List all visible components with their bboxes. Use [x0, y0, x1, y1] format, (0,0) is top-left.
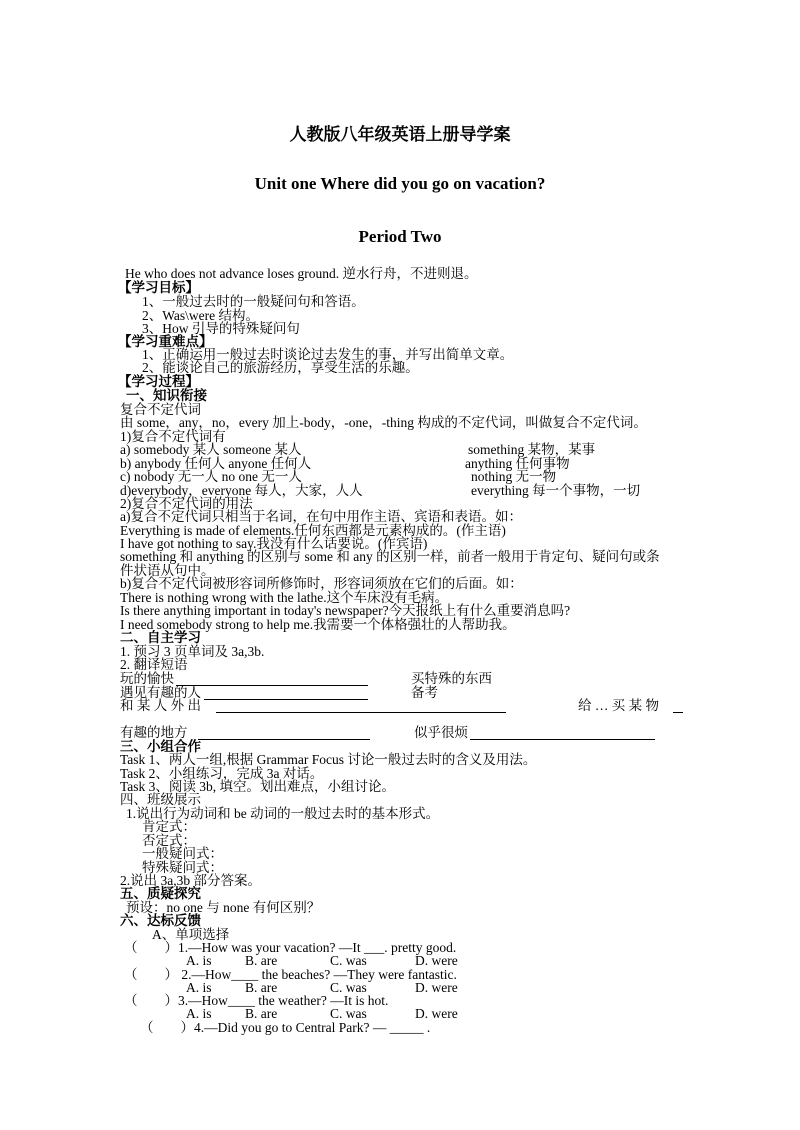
- section-heading: 五、质疑探究: [120, 886, 201, 901]
- text-line: b)复合不定代词被形容词所修饰时，形容词须放在它们的后面。如：: [120, 576, 523, 591]
- form-label: 否定式：: [142, 833, 196, 848]
- text-line: Is there anything important in today's newspaper?今天报纸上有什么重要消息吗?: [120, 603, 571, 618]
- pronoun-row-thing: anything 任何事物: [465, 456, 570, 471]
- option[interactable]: A. is: [186, 953, 212, 968]
- blank-line[interactable]: [673, 712, 683, 713]
- keypoint-item: 1、正确运用一般过去时谈论过去发生的事，并写出简单文章。: [142, 347, 514, 362]
- text-line: 预设：no one 与 none 有何区别？: [126, 900, 321, 915]
- pronoun-row-thing: something 某物，某事: [468, 442, 596, 457]
- goal-item: 3、How 引导的特殊疑问句: [142, 321, 300, 336]
- section-heading: 三、小组合作: [120, 739, 201, 754]
- pronoun-row: c) nobody 无一人 no one 无一人: [120, 469, 302, 484]
- section-heading: 二、自主学习: [120, 630, 201, 645]
- section-heading: 四、班级展示: [120, 792, 201, 807]
- form-label: 肯定式：: [142, 819, 196, 834]
- blank-line[interactable]: [216, 712, 506, 713]
- question: （ ） 2.—How____ the beaches? —They were fantastic.: [124, 967, 457, 982]
- option[interactable]: A. is: [186, 1006, 212, 1021]
- section-heading: 一、知识衔接: [126, 388, 207, 403]
- text-line: I need somebody strong to help me.我需要一个体格强壮的人帮助我。: [120, 617, 516, 632]
- text-line: something 和 anything 的区别与 some 和 any 的区别一样，前者一般用于肯定句、疑问句或条: [120, 549, 660, 564]
- task-line: Task 1、两人一组,根据 Grammar Focus 讨论一般过去时的含义及用法。: [120, 752, 537, 767]
- phrase-label: 似乎很烦: [414, 725, 468, 740]
- option[interactable]: B. are: [245, 1006, 278, 1021]
- text-line: a)复合不定代词只相当于名词，在句中用作主语、宾语和表语。如：: [120, 509, 522, 524]
- question: （ ）3.—How____ the weather? —It is hot.: [124, 993, 389, 1008]
- subsection-heading: A、单项选择: [152, 927, 230, 942]
- keypoint-item: 2、能谈论自己的旅游经历，享受生活的乐趣。: [142, 360, 419, 375]
- text-line: 由 some，any，no，every 加上-body，-one，-thing 构成的不定代词，叫做复合不定代词。: [120, 415, 647, 430]
- phrase-label: 给 … 买 某 物: [578, 698, 659, 713]
- phrase-label: 和 某 人 外 出: [120, 698, 201, 713]
- text-line: 2. 翻译短语: [120, 657, 188, 672]
- keypoints-heading: 【学习重难点】: [118, 334, 213, 349]
- pronoun-row: a) somebody 某人 someone 某人: [120, 442, 302, 457]
- text-line: Everything is made of elements.任何东西都是元素构成的。(作主语): [120, 523, 506, 538]
- blank-line[interactable]: [176, 685, 368, 686]
- pronoun-row: b) anybody 任何人 anyone 任何人: [120, 456, 312, 471]
- phrase-label: 玩的愉快: [120, 671, 174, 686]
- pronoun-row: d)everybody，everyone 每人，大家，人人: [120, 483, 363, 498]
- phrase-label: 备考: [411, 685, 438, 700]
- process-heading: 【学习过程】: [118, 374, 199, 389]
- text-line: 1)复合不定代词有: [120, 429, 226, 444]
- motto: He who does not advance loses ground. 逆水行舟，不进则退。: [125, 266, 478, 281]
- text-line: 1. 预习 3 页单词及 3a,3b.: [120, 644, 265, 659]
- question: （ ）4.—Did you go to Central Park? — _____ .: [140, 1020, 431, 1035]
- form-label: 特殊疑问式：: [142, 860, 223, 875]
- option[interactable]: C. was: [330, 1006, 367, 1021]
- phrase-label: 有趣的地方: [120, 725, 188, 740]
- option[interactable]: B. are: [245, 980, 278, 995]
- option[interactable]: D. were: [415, 1006, 458, 1021]
- pronoun-row-thing: nothing 无一物: [471, 469, 557, 484]
- option[interactable]: C. was: [330, 953, 367, 968]
- phrase-label: 遇见有趣的人: [120, 685, 201, 700]
- text-line: 件状语从句中。: [120, 563, 215, 578]
- blank-line[interactable]: [470, 739, 655, 740]
- blank-line[interactable]: [204, 699, 368, 700]
- text-line: 2)复合不定代词的用法: [120, 496, 253, 511]
- phrase-label: 买特殊的东西: [411, 671, 492, 686]
- form-label: 一般疑问式：: [142, 846, 223, 861]
- option[interactable]: D. were: [415, 953, 458, 968]
- pronoun-row-thing: everything 每一个事物，一切: [471, 483, 641, 498]
- text-line: I have got nothing to say.我没有什么话要说。(作宾语): [120, 536, 428, 551]
- option[interactable]: A. is: [186, 980, 212, 995]
- goal-item: 2、Was\were 结构。: [142, 308, 260, 323]
- option[interactable]: B. are: [245, 953, 278, 968]
- option[interactable]: D. were: [415, 980, 458, 995]
- section-heading: 六、达标反馈: [120, 913, 201, 928]
- text-line: 1.说出行为动词和 be 动词的一般过去时的基本形式。: [126, 806, 440, 821]
- text-line: 复合不定代词: [120, 402, 201, 417]
- blank-line[interactable]: [198, 739, 370, 740]
- text-line: There is nothing wrong with the lathe.这个车床没有毛病。: [120, 590, 449, 605]
- goal-item: 1、一般过去时的一般疑问句和答语。: [142, 294, 365, 309]
- option[interactable]: C. was: [330, 980, 367, 995]
- goals-heading: 【学习目标】: [118, 280, 199, 295]
- unit-title: Unit one Where did you go on vacation?: [254, 174, 546, 193]
- question: （ ）1.—How was your vacation? —It ___. pretty good.: [124, 940, 457, 955]
- task-line: Task 2、小组练习，完成 3a 对话。: [120, 766, 324, 781]
- period-title: Period Two: [358, 227, 442, 246]
- text-line: 2.说出 3a,3b 部分答案。: [120, 873, 261, 888]
- task-line: Task 3、阅读 3b, 填空。划出难点，小组讨论。: [120, 779, 396, 794]
- page-title: 人教版八年级英语上册导学案: [289, 125, 511, 144]
